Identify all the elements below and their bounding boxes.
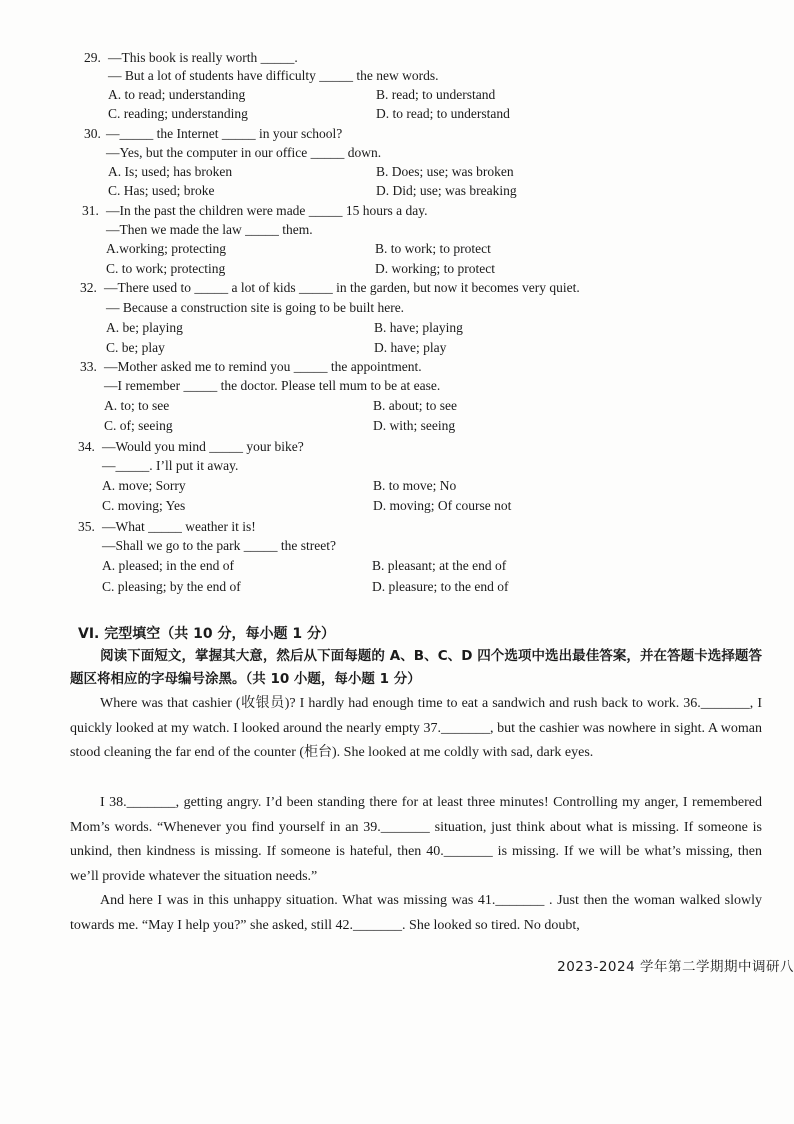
- option-c: C. pleasing; by the end of: [102, 579, 241, 594]
- question-stem: —_____ the Internet _____ in your school?: [106, 126, 343, 141]
- section-title: VI. 完型填空（共 10 分，每小题 1 分）: [78, 626, 335, 642]
- passage-paragraph-3: [70, 889, 762, 938]
- question-stem: —There used to _____ a lot of kids _____ in the garden, but now it becomes very quiet.: [104, 280, 580, 295]
- option-b: B. read; to understand: [376, 87, 496, 102]
- page-footer: 2023-2024 学年第二学期期中调研八: [557, 959, 794, 975]
- question-number: 32.: [80, 280, 97, 295]
- question-number: 33.: [80, 359, 97, 374]
- question-stem: —Mother asked me to remind you _____ the appointment.: [104, 359, 422, 374]
- option-b: B. pleasant; at the end of: [372, 558, 507, 573]
- option-b: B. Does; use; was broken: [376, 164, 514, 179]
- paragraph-text: Where was that cashier (收银员)? I hardly had enough time to eat a sandwich and rush back to work. 36._______, I quickly looked at my watch. I looked around the nearly empty 37._______, but the cashier was nowhere in sight. A woman stood cleaning the far end of the counter (柜台). She looked at me coldly with sad, dark eyes.: [70, 696, 762, 760]
- question-number: 29.: [84, 50, 101, 65]
- option-c: C. Has; used; broke: [108, 183, 215, 198]
- question-reply: — Because a construction site is going to be built here.: [106, 300, 405, 315]
- option-a: A. pleased; in the end of: [102, 558, 234, 573]
- option-d: D. Did; use; was breaking: [376, 183, 517, 198]
- option-a: A.working; protecting: [106, 241, 226, 256]
- option-b: B. to move; No: [373, 478, 457, 493]
- option-c: C. be; play: [106, 340, 165, 355]
- option-d: D. have; play: [374, 340, 447, 355]
- option-d: D. moving; Of course not: [373, 498, 512, 513]
- option-d: D. pleasure; to the end of: [372, 579, 509, 594]
- instruction-text: 阅读下面短文，掌握其大意，然后从下面每题的 A、B、C、D 四个选项中选出最佳答案，并在答题卡选择题答题区将相应的字母编号涂黑。（共 10 小题，每小题 1 分）: [70, 648, 762, 687]
- section-instruction: [70, 645, 762, 691]
- option-b: B. about; to see: [373, 398, 457, 413]
- option-a: A. to read; understanding: [108, 87, 246, 102]
- question-number: 31.: [82, 203, 99, 218]
- question-reply: —Shall we go to the park _____ the street?: [102, 538, 336, 553]
- paragraph-text: I 38._______, getting angry. I’d been standing there for at least three minutes! Controlling my anger, I remembered Mom’s words. “Whenever you find yourself in an 39._______ situation, just think about what is missing. If someone is unkind, then kindness is missing. If someone is hateful, then 40._______ is missing. If we will be what’s missing, then we’ll provide whatever the situation needs.”: [70, 795, 762, 884]
- option-a: A. Is; used; has broken: [108, 164, 233, 179]
- option-a: A. move; Sorry: [102, 478, 186, 493]
- option-c: C. reading; understanding: [108, 106, 248, 121]
- option-c: C. to work; protecting: [106, 261, 226, 276]
- question-stem: —In the past the children were made _____ 15 hours a day.: [106, 203, 428, 218]
- option-b: B. to work; to protect: [375, 241, 491, 256]
- question-reply: —Then we made the law _____ them.: [106, 222, 313, 237]
- option-c: C. moving; Yes: [102, 498, 186, 513]
- option-b: B. have; playing: [374, 320, 463, 335]
- option-a: A. be; playing: [106, 320, 183, 335]
- option-c: C. of; seeing: [104, 418, 173, 433]
- question-number: 35.: [78, 519, 95, 534]
- question-number: 34.: [78, 439, 95, 454]
- question-number: 30.: [84, 126, 101, 141]
- question-reply: —I remember _____ the doctor. Please tell mum to be at ease.: [104, 378, 441, 393]
- option-d: D. to read; to understand: [376, 106, 510, 121]
- question-stem: —What _____ weather it is!: [102, 519, 256, 534]
- passage-paragraph-2: [70, 791, 762, 889]
- paragraph-text: And here I was in this unhappy situation. What was missing was 41._______ . Just then the woman walked slowly towards me. “May I help you?” she asked, still 42._______. She looked so tired. No doubt,: [70, 893, 762, 933]
- option-d: D. with; seeing: [373, 418, 456, 433]
- question-reply: — But a lot of students have difficulty _____ the new words.: [108, 68, 439, 83]
- question-reply: —Yes, but the computer in our office _____ down.: [106, 145, 382, 160]
- option-a: A. to; to see: [104, 398, 170, 413]
- option-d: D. working; to protect: [375, 261, 495, 276]
- question-reply: —_____. I’ll put it away.: [102, 458, 239, 473]
- question-stem: —This book is really worth _____.: [108, 50, 298, 65]
- question-stem: —Would you mind _____ your bike?: [102, 439, 304, 454]
- passage-paragraph-1: [70, 692, 762, 766]
